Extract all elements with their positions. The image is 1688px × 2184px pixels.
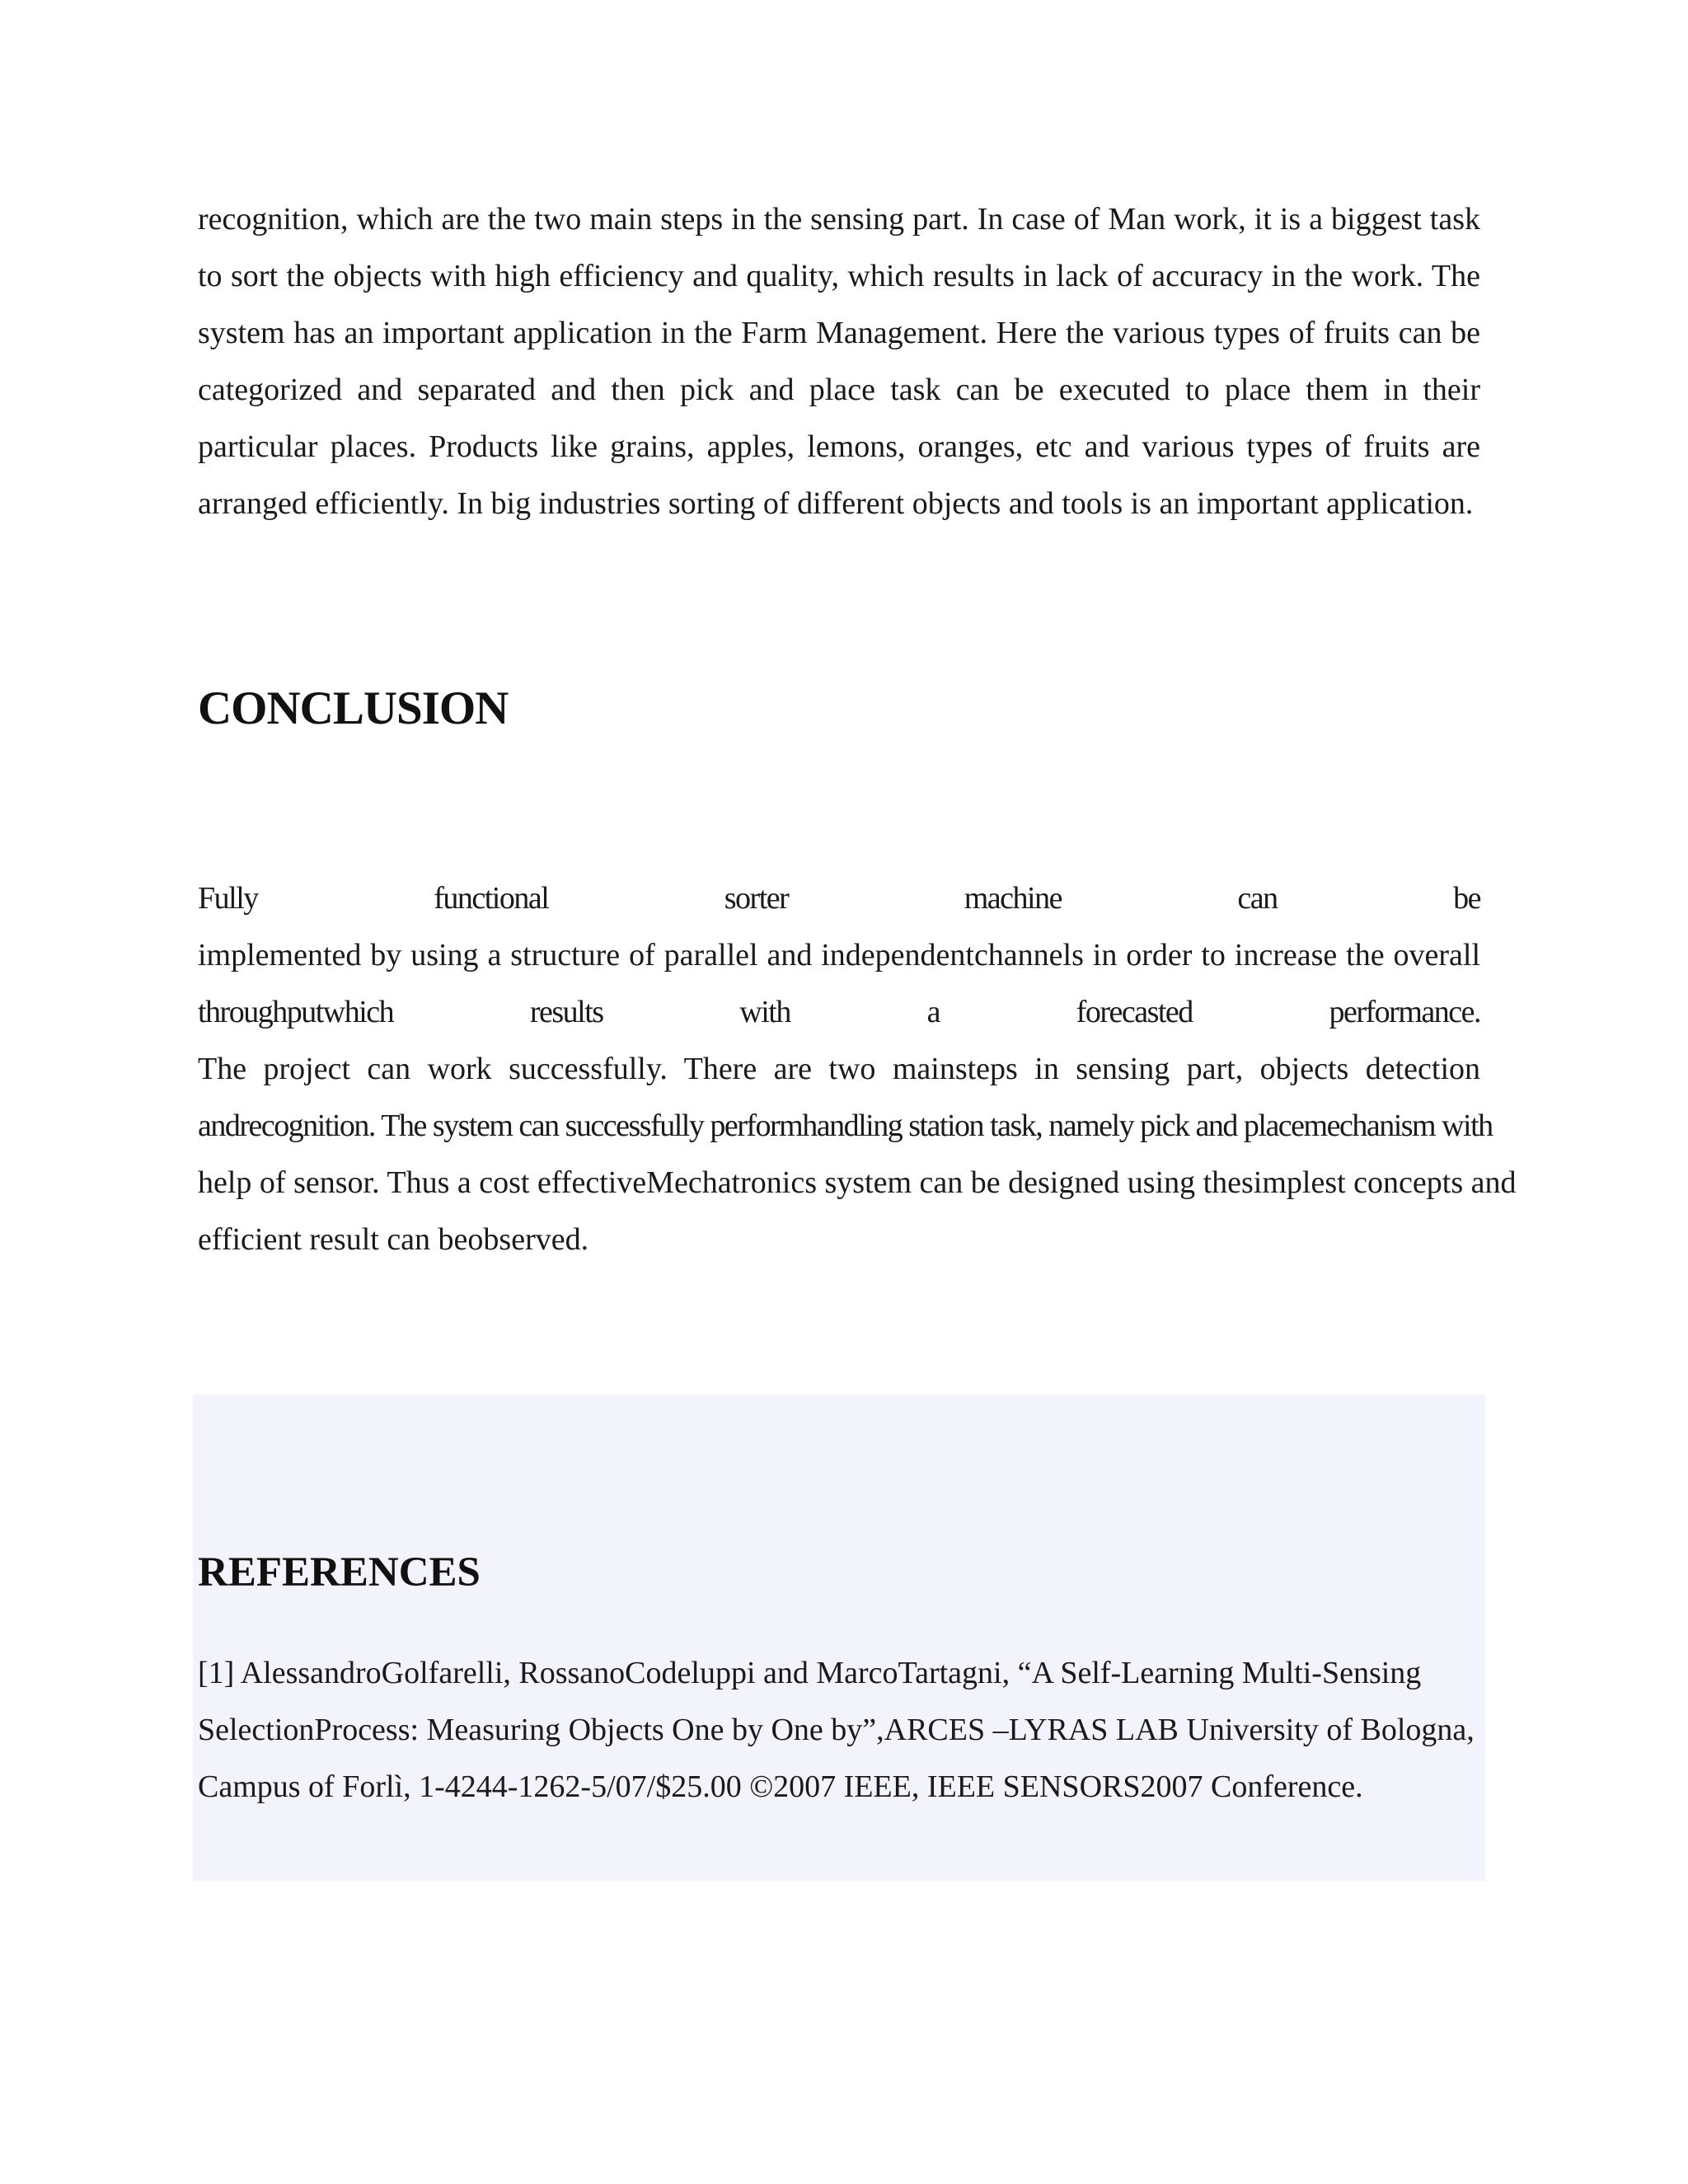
conclusion-line: help of sensor. Thus a cost effectiveMechatronics system can be designed using thesimplest concepts and (198, 1165, 1517, 1200)
conclusion-line: andrecognition. The system can successfully performhandling station task, namely pick and placemechanism with (198, 1108, 1493, 1143)
conclusion-line: The project can work successfully. There are two mainsteps in sensing part, objects detection (198, 1052, 1480, 1086)
references-heading: REFERENCES (198, 1549, 481, 1596)
intro-paragraph: recognition, which are the two main steps in the sensing part. In case of Man work, it is a biggest task to sort the objects with high efficiency and quality, which results in lack of accuracy in the work. The system has an important application in the Farm Management. Here the various types of fruits can be categorized and separated and then pick and place task can be executed to place them in their particular places. Products like grains, apples, lemons, oranges, etc and various types of fruits are arranged efficiently. In big industries sorting of different objects and tools is an important application. (198, 202, 1480, 521)
conclusion-line: implemented by using a structure of parallel and independentchannels in order to increase the overall (198, 938, 1480, 972)
reference-item: [1] AlessandroGolfarelli, RossanoCodeluppi and MarcoTartagni, “A Self-Learning Multi-Sensing SelectionProcess: Measuring Objects One by One by”,ARCES –LYRAS LAB University of Bologna, Campus of Forlì, 1-4244-1262-5/07/$25.00 ©2007 IEEE, IEEE SENSORS2007 Conference. (198, 1656, 1475, 1804)
conclusion-line: efficient result can beobserved. (198, 1222, 589, 1257)
conclusion-line: Fully functional sorter machine can be (198, 881, 1480, 916)
reference-list (198, 1645, 1484, 1816)
conclusion-heading: CONCLUSION (198, 682, 509, 734)
conclusion-line: throughputwhich results with a forecasted performance. (198, 995, 1480, 1029)
conclusion-paragraph (198, 870, 1517, 1268)
